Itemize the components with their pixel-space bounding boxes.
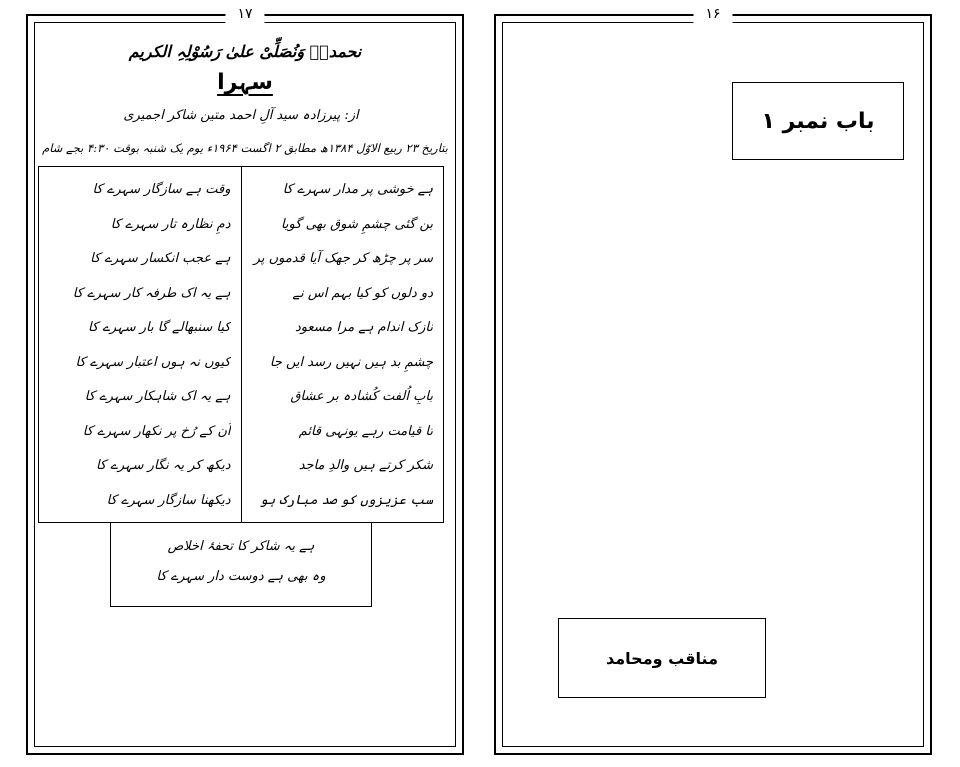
verse-line: دیکھ کر یہ نگار سہرے کا [95,458,231,473]
verse-line: اُن کے رُخ پر نکھار سہرے کا [82,423,231,439]
poem-title [28,70,462,95]
poem-title-text: سہرا [217,70,273,95]
verse-line: ہے یہ اک طرفہ کار سہرے کا [72,285,231,301]
page-number-16: ۱۶ [693,4,732,24]
section-title: مناقب ومحامد [558,618,766,698]
verse-line: ہے یہ اک شاہکار سہرے کا [84,389,231,404]
verse-line: ہے عجب انکسار سہرے کا [90,251,231,266]
verse-line: ہے خوشی پر مدار سہرے کا [282,182,433,197]
closing-verses-box [110,522,372,607]
verse-line: بن گئی چشمِ شوق بھی گویا [280,216,433,232]
poem-column-first [241,167,444,522]
verse-line: وقت ہے سازگار سہرے کا [92,182,231,197]
blessing-line: نحمدہٗ وَنُصَلِّیْ علیٰ رَسُوْلِہِ الکریم [128,42,362,61]
verse-line: نازک اندام ہے مرا مسعود [294,320,433,335]
chapter-heading: باب نمبر ۱ [732,82,904,160]
verse-line: دو دلوں کو کیا بہم اس نے [292,285,433,301]
verse-line: شکر کرتے ہیں والدِ ماجد [298,458,433,473]
poem-verses-box [38,166,444,523]
closing-verse-line: وہ بھی ہے دوست دار سہرے کا [156,569,326,584]
page-16 [494,6,932,755]
verse-line: دمِ نظارہ تار سہرے کا [110,216,231,232]
verse-line: کیوں نہ ہوں اعتبار سہرے کا [75,354,231,370]
page-number-17: ۱۷ [225,4,264,24]
poem-dateline: بتاریخ ۲۳ ربیع الاوّل ۱۳۸۴ھ مطابق ۲ اگست ۱۹۶۴ء یوم یک شنبہ بوقت ۴:۳۰ بجے شام [42,141,448,155]
page-17 [26,6,464,755]
poem-column-second [39,167,241,522]
verse-line: دیکھنا سازگار سہرے کا [106,492,231,508]
verse-line: کیا سنبھالے گا بار سہرے کا [88,320,231,335]
poem-author: از: پیرزادہ سید آلِ احمد متین شاکر اجمیری [123,108,359,123]
verse-line: سب عزیزوں کو صد مبارک ہو [259,492,433,508]
verse-line: بابِ اُلفت کُشادہ بر عشاق [290,389,433,404]
closing-verse-line: ہے یہ شاکر کا تحفۂ اخلاص [167,539,315,554]
verse-line: تا قیامت رہے یونہی قائم [298,423,433,439]
verse-line: چشمِ بد ہیں نہیں رسد ایں جا [269,354,433,370]
verse-line: سر پر چڑھ کر جھک آیا قدموں پر [253,251,433,266]
